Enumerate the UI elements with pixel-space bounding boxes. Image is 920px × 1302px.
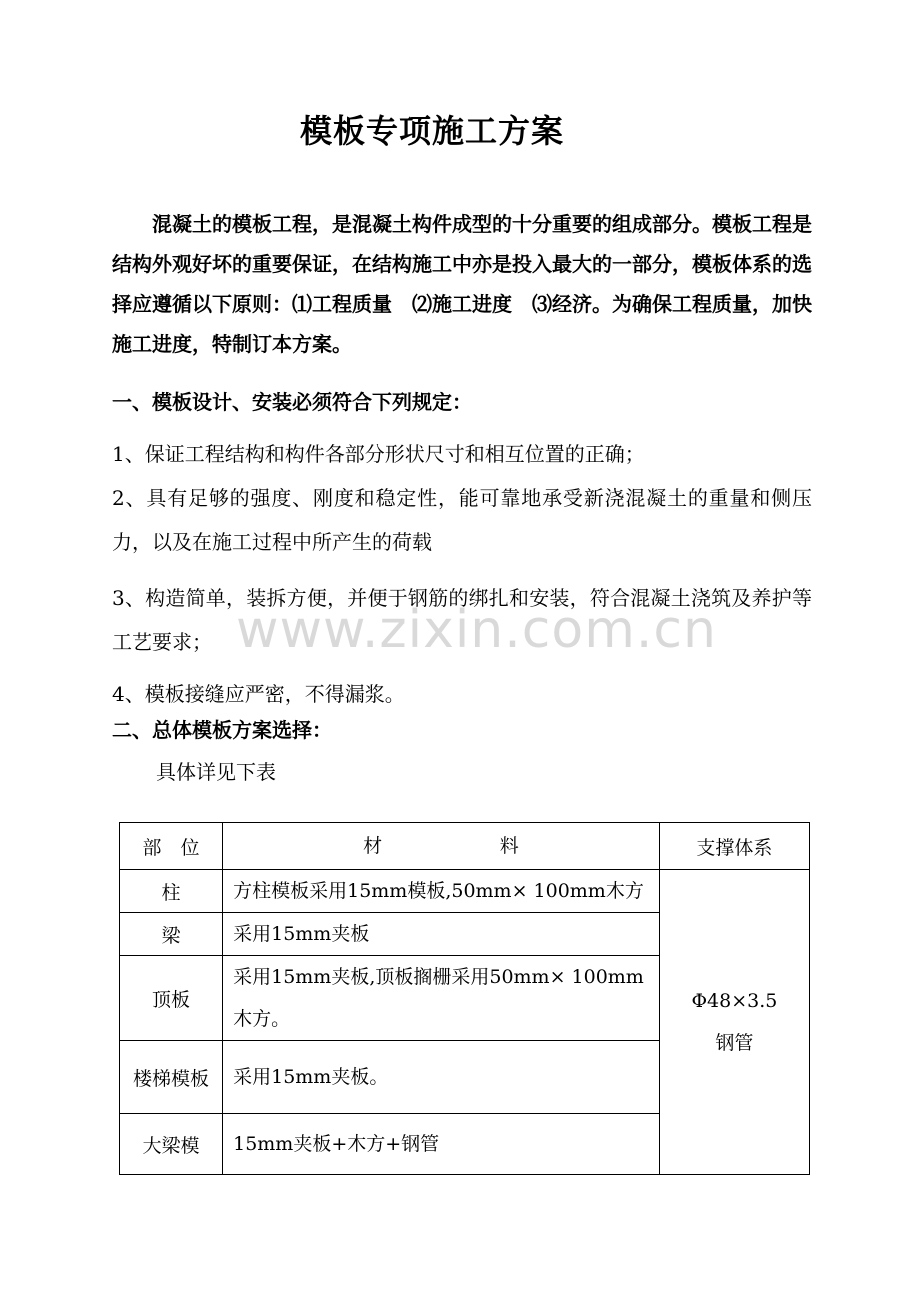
support-type: 钢管	[715, 1032, 754, 1054]
cell-material: 采用15mm夹板	[223, 913, 660, 956]
header-material-char-2: 料	[499, 835, 519, 857]
cell-material: 采用15mm夹板,顶板搁栅采用50mm× 100mm木方。	[223, 956, 660, 1041]
header-material-label	[223, 825, 659, 867]
table-row	[120, 870, 810, 913]
cell-part: 柱	[120, 870, 223, 913]
cell-part: 顶板	[120, 956, 223, 1041]
rule-item-1: 1、保证工程结构和构件各部分形状尺寸和相互位置的正确；	[112, 442, 645, 466]
cell-material: 方柱模板采用15mm模板,50mm× 100mm木方	[223, 870, 660, 913]
header-material	[223, 823, 660, 870]
watermark: www.zixin.com.cn	[236, 600, 717, 660]
header-support	[659, 823, 809, 870]
rule-item-3: 3、构造简单，装拆方便，并便于钢筋的绑扎和安装，符合混凝土浇筑及养护等工艺要求；	[112, 586, 812, 654]
intro-paragraph: 混凝土的模板工程，是混凝土构件成型的十分重要的组成部分。模板工程是结构外观好坏的重要保证，在结构施工中亦是投入最大的一部分，模板体系的选择应遵循以下原则：⑴工程质量 ⑵施工进度 ⑶经济。为确保工程质量，加快施工进度，特制订本方案。	[112, 212, 812, 356]
cell-material: 15mm夹板+木方+钢管	[223, 1114, 660, 1175]
support-spec: Φ48×3.5	[691, 990, 778, 1012]
header-part-label: 部 位	[142, 836, 200, 859]
cell-support	[659, 870, 809, 1175]
section-2-heading: 二、总体模板方案选择：	[112, 718, 332, 742]
header-material-char-1: 材	[363, 835, 383, 857]
rule-item-2: 2、具有足够的强度、刚度和稳定性，能可靠地承受新浇混凝土的重量和侧压力，以及在施工过程中所产生的荷载	[112, 486, 812, 554]
table-note: 具体详见下表	[156, 760, 276, 784]
cell-material: 采用15mm夹板。	[223, 1041, 660, 1114]
document-title: 模板专项施工方案	[299, 112, 564, 150]
table-header-row	[120, 823, 810, 870]
formwork-plan-table	[119, 822, 810, 1175]
header-support-label: 支撑体系	[696, 836, 773, 859]
cell-part: 大梁模	[120, 1114, 223, 1175]
cell-part: 梁	[120, 913, 223, 956]
header-part	[120, 823, 223, 870]
section-1-heading: 一、模板设计、安装必须符合下列规定：	[112, 390, 472, 414]
rule-item-4: 4、模板接缝应严密，不得漏浆。	[112, 682, 405, 706]
cell-part: 楼梯模板	[120, 1041, 223, 1114]
